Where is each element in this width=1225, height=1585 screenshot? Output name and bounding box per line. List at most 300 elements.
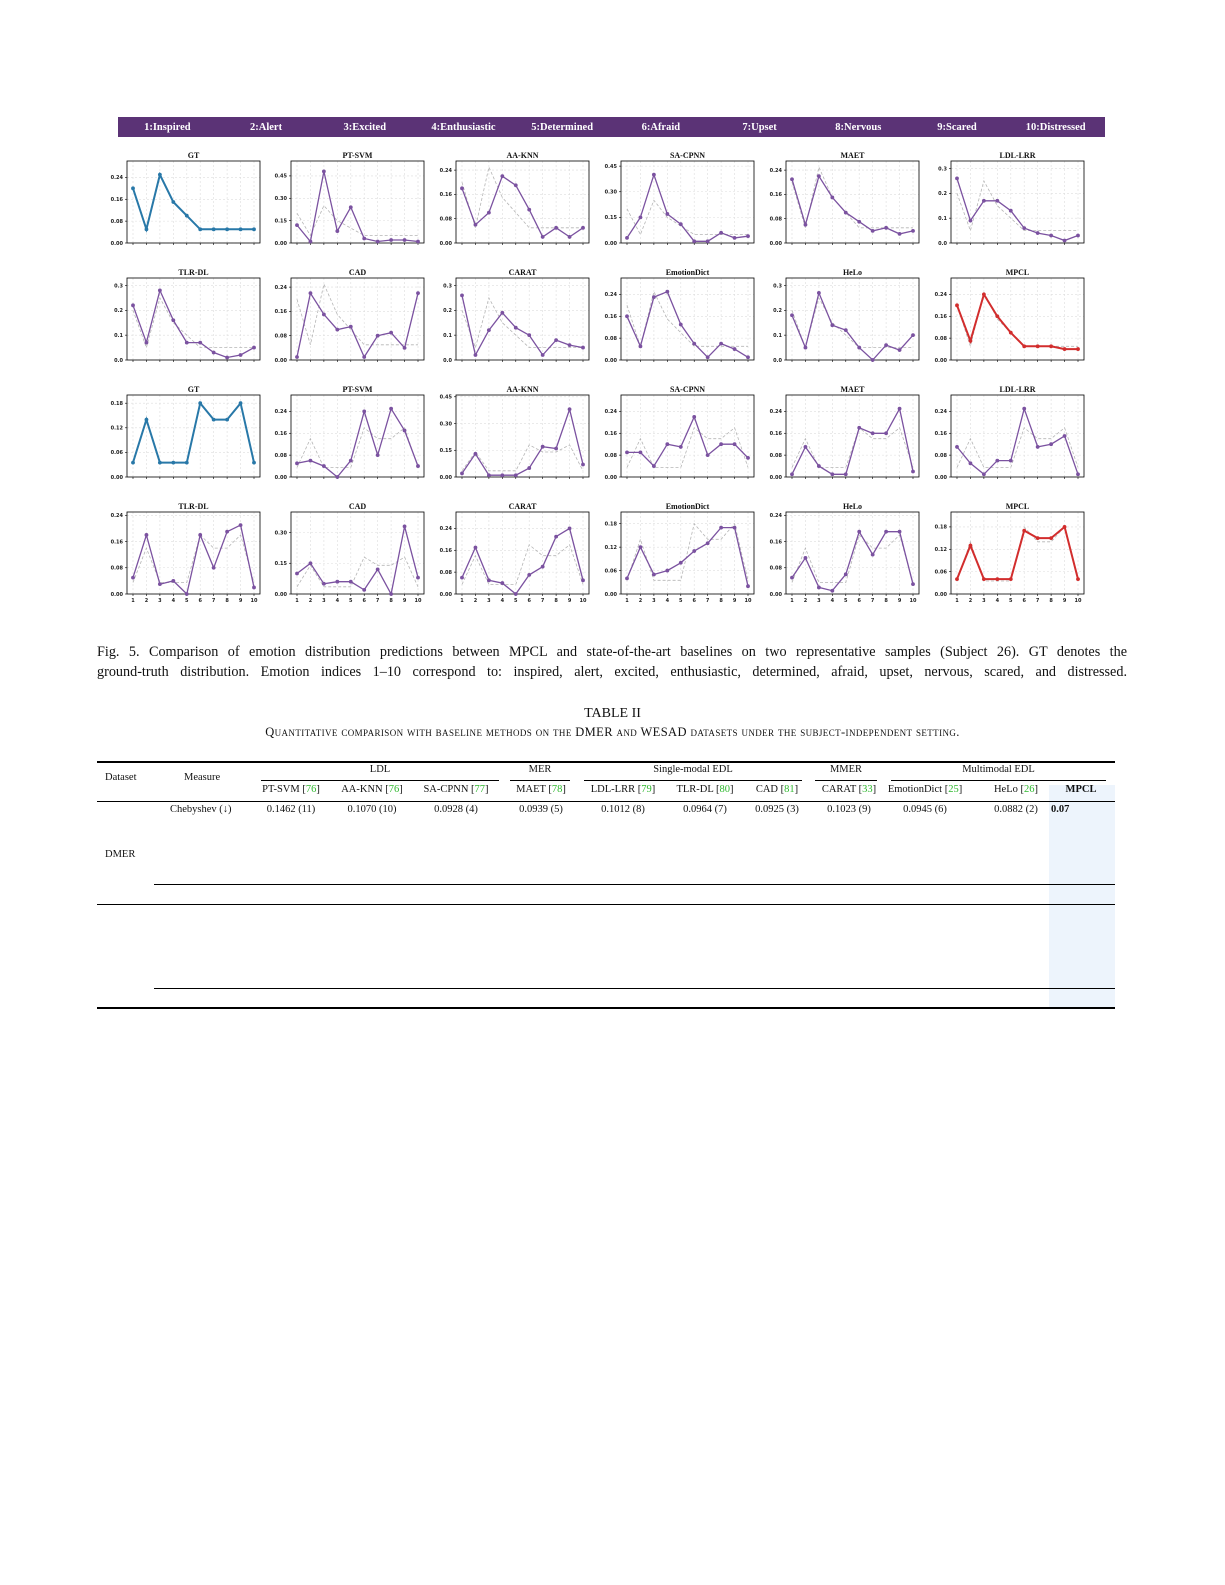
data-point <box>1036 536 1040 540</box>
data-point <box>514 183 518 187</box>
table-number: TABLE II <box>584 706 641 721</box>
data-point <box>1076 577 1080 581</box>
data-point <box>804 445 808 449</box>
data-point <box>1022 344 1026 348</box>
data-point <box>995 459 999 463</box>
chart-title: CAD <box>348 502 367 511</box>
y-tick-label: 0.00 <box>604 240 617 247</box>
data-point <box>527 208 531 212</box>
data-point <box>898 530 902 534</box>
y-tick-label: 0.08 <box>274 333 287 340</box>
y-tick-label: 0.08 <box>934 452 947 459</box>
data-point <box>198 341 202 345</box>
citation-link[interactable]: 81 <box>784 784 795 795</box>
x-tick-label: 9 <box>402 598 407 604</box>
plot-frame <box>291 161 424 243</box>
method-name: TLR-DL <box>676 784 714 795</box>
series-line <box>462 176 583 237</box>
y-tick-label: 0.24 <box>934 409 947 416</box>
y-tick-label: 0.24 <box>274 409 287 416</box>
data-point <box>403 429 407 433</box>
x-tick-label: 10 <box>414 598 422 604</box>
y-tick-label: 0.00 <box>439 474 452 481</box>
data-point <box>527 333 531 337</box>
chebyshev-value-carat: 0.1023 (9) <box>827 804 871 815</box>
citation-bracket: ] <box>562 784 566 795</box>
y-tick-label: 0.24 <box>439 167 452 174</box>
chart-title: SA-CPNN <box>669 385 706 394</box>
data-point <box>1036 231 1040 235</box>
series-line <box>462 528 583 594</box>
data-point <box>252 346 256 350</box>
data-point <box>158 461 162 465</box>
y-tick-label: 0.0 <box>938 240 947 247</box>
data-point <box>568 343 572 347</box>
data-point <box>804 556 808 560</box>
line-chart-aa-knn <box>440 151 589 247</box>
data-point <box>790 177 794 181</box>
x-tick-label: 5 <box>844 598 848 604</box>
chebyshev-value-emotiondict: 0.0945 (6) <box>903 804 947 815</box>
x-tick-label: 6 <box>527 598 531 604</box>
x-tick-label: 5 <box>1009 598 1013 604</box>
data-point <box>625 451 629 455</box>
data-point <box>830 323 834 327</box>
legend-item: 7:Upset <box>742 121 777 133</box>
ground-truth-reference-line <box>462 545 583 585</box>
data-point <box>554 226 558 230</box>
data-point <box>625 314 629 318</box>
x-tick-label: 7 <box>870 598 875 604</box>
data-point <box>898 407 902 411</box>
data-point <box>679 222 683 226</box>
group-rule-ldl <box>261 780 499 781</box>
y-tick-label: 0.12 <box>604 544 617 551</box>
data-point <box>1049 536 1053 540</box>
y-tick-label: 0.16 <box>439 548 452 555</box>
data-point <box>911 333 915 337</box>
data-point <box>389 331 393 335</box>
x-tick-label: 2 <box>803 598 808 604</box>
citation-link[interactable]: 26 <box>1024 784 1035 795</box>
method-name: PT-SVM <box>262 784 300 795</box>
data-point <box>568 527 572 531</box>
series-line <box>133 525 254 594</box>
data-point <box>487 211 491 215</box>
data-point <box>581 463 585 467</box>
y-tick-label: 0.00 <box>769 240 782 247</box>
y-tick-label: 0.3 <box>443 283 452 290</box>
y-tick-label: 0.45 <box>274 173 287 180</box>
data-point <box>198 401 202 405</box>
data-point <box>955 445 959 449</box>
ground-truth-reference-line <box>627 428 748 468</box>
data-point <box>225 356 229 360</box>
top-rule <box>97 761 1115 763</box>
chart-title: AA-KNN <box>506 151 539 160</box>
data-point <box>1036 344 1040 348</box>
data-point <box>309 459 313 463</box>
data-point <box>131 186 135 190</box>
y-tick-label: 0.0 <box>114 357 123 364</box>
y-tick-label: 0.1 <box>773 332 782 339</box>
data-point <box>857 426 861 430</box>
data-point <box>527 466 531 470</box>
series-line <box>297 171 418 241</box>
citation-link[interactable]: 25 <box>948 784 959 795</box>
data-point <box>389 238 393 242</box>
data-point <box>652 295 656 299</box>
data-point <box>746 355 750 359</box>
citation-bracket: [ <box>468 784 475 795</box>
dataset-header: Dataset <box>105 772 137 783</box>
citation-link[interactable]: 77 <box>474 784 486 795</box>
data-point <box>460 293 464 297</box>
citation-bracket: [ <box>299 784 306 795</box>
legend-item: 8:Nervous <box>835 121 882 133</box>
line-chart-pt-svm <box>275 151 424 247</box>
citation-link[interactable]: 76 <box>388 784 400 795</box>
y-tick-label: 0.00 <box>110 591 123 598</box>
citation-bracket: [ <box>778 784 785 795</box>
data-point <box>171 461 175 465</box>
y-tick-label: 0.00 <box>604 357 617 364</box>
y-tick-label: 0.16 <box>274 309 287 316</box>
data-point <box>322 582 326 586</box>
data-point <box>706 541 710 545</box>
chart-title: TLR-DL <box>178 268 209 277</box>
data-point <box>871 553 875 557</box>
data-point <box>131 461 135 465</box>
data-point <box>541 235 545 239</box>
series-line <box>133 403 254 462</box>
data-point <box>500 473 504 477</box>
y-tick-label: 0.24 <box>769 167 782 174</box>
dataset-dmer-label: DMER <box>105 849 136 860</box>
chart-title: MAET <box>840 385 865 394</box>
chebyshev-value-tlr-dl: 0.0964 (7) <box>683 804 727 815</box>
citation-link[interactable]: 80 <box>719 784 731 795</box>
x-tick-label: 2 <box>473 598 478 604</box>
measure-header: Measure <box>184 772 221 783</box>
data-point <box>844 211 848 215</box>
data-point <box>349 580 353 584</box>
x-tick-label: 6 <box>692 598 696 604</box>
data-point <box>679 561 683 565</box>
data-point <box>335 580 339 584</box>
y-tick-label: 0.24 <box>604 292 617 299</box>
y-tick-label: 0.08 <box>604 335 617 342</box>
data-point <box>362 410 366 414</box>
method-name: AA-KNN <box>341 784 383 795</box>
x-tick-label: 1 <box>295 598 299 604</box>
data-point <box>376 240 380 244</box>
y-tick-label: 0.30 <box>274 530 287 537</box>
y-tick-label: 0.16 <box>604 314 617 321</box>
x-tick-label: 10 <box>744 598 752 604</box>
data-point <box>239 353 243 357</box>
data-point <box>955 303 959 307</box>
x-tick-label: 7 <box>540 598 545 604</box>
citation-bracket: ] <box>794 784 799 795</box>
line-chart-sa-cpnn <box>605 385 754 481</box>
y-tick-label: 0.00 <box>110 240 123 247</box>
y-tick-label: 0.16 <box>769 431 782 438</box>
x-tick-label: 8 <box>1049 598 1053 604</box>
ground-truth-reference-line <box>957 181 1078 231</box>
chart-title: CAD <box>348 268 367 277</box>
legend-item: 9:Scared <box>937 121 977 133</box>
chart-title: AA-KNN <box>506 385 539 394</box>
data-point <box>995 199 999 203</box>
data-point <box>376 568 380 572</box>
chart-title: EmotionDict <box>665 502 710 511</box>
data-point <box>692 239 696 243</box>
data-point <box>1049 344 1053 348</box>
data-point <box>295 461 299 465</box>
line-chart-carat <box>440 502 589 604</box>
y-tick-label: 0.08 <box>769 452 782 459</box>
method-name: CARAT <box>821 784 857 795</box>
citation-bracket: [ <box>545 784 552 795</box>
method-name: MPCL <box>1065 784 1097 795</box>
chart-title: PT-SVM <box>342 151 373 160</box>
line-chart-pt-svm <box>275 385 424 481</box>
data-point <box>884 226 888 230</box>
data-point <box>692 549 696 553</box>
data-point <box>857 346 861 350</box>
y-tick-label: 0.24 <box>110 175 123 182</box>
group-mmer: MMER <box>829 764 863 775</box>
series-line <box>297 409 418 477</box>
caption-line-1: Fig. 5. Comparison of emotion distribution predictions between MPCL and state-of-the-art baselines on two representative samples (Subject 26). GT denotes the <box>97 644 1127 660</box>
x-tick-label: 5 <box>349 598 353 604</box>
x-tick-label: 3 <box>652 598 656 604</box>
ground-truth-reference-line <box>792 535 913 583</box>
citation-bracket: [ <box>713 784 720 795</box>
group-single-modal-edl: Single-modal EDL <box>653 764 733 775</box>
y-tick-label: 0.1 <box>114 332 123 339</box>
x-tick-label: 8 <box>719 598 723 604</box>
x-tick-label: 9 <box>238 598 243 604</box>
y-tick-label: 0.08 <box>439 569 452 576</box>
data-point <box>225 530 229 534</box>
line-chart-mpcl <box>935 268 1084 364</box>
group-mer: MER <box>528 764 552 775</box>
citation-link[interactable]: 76 <box>305 784 317 795</box>
citation-link[interactable]: 78 <box>551 784 563 795</box>
citation-bracket: [ <box>856 784 863 795</box>
data-point <box>1036 445 1040 449</box>
chart-title: GT <box>187 151 200 160</box>
y-tick-label: 0.16 <box>934 314 947 321</box>
data-point <box>416 464 420 468</box>
line-chart-emotiondict <box>605 268 754 364</box>
citation-link[interactable]: 79 <box>641 784 652 795</box>
data-point <box>349 205 353 209</box>
data-point <box>416 240 420 244</box>
data-point <box>844 472 848 476</box>
section-rule <box>97 904 1115 905</box>
data-point <box>1063 239 1067 243</box>
data-point <box>911 470 915 474</box>
citation-bracket: ] <box>730 784 734 795</box>
data-point <box>514 326 518 330</box>
data-point <box>474 452 478 456</box>
method-header-mpcl <box>1021 784 1141 795</box>
data-point <box>625 576 629 580</box>
wesad-mid-rule <box>154 988 1115 989</box>
data-point <box>252 227 256 231</box>
y-tick-label: 0.30 <box>604 189 617 196</box>
data-point <box>911 229 915 233</box>
data-point <box>639 344 643 348</box>
x-tick-label: 1 <box>625 598 629 604</box>
line-chart-aa-knn <box>440 385 589 481</box>
data-point <box>185 592 189 596</box>
y-tick-label: 0.16 <box>769 539 782 546</box>
data-point <box>185 341 189 345</box>
y-tick-label: 0.1 <box>938 215 947 222</box>
y-tick-label: 0.3 <box>114 283 123 290</box>
x-tick-label: 4 <box>830 598 835 604</box>
chart-title: EmotionDict <box>665 268 710 277</box>
x-tick-label: 10 <box>579 598 587 604</box>
x-tick-label: 5 <box>679 598 683 604</box>
chart-title: LDL-LRR <box>999 385 1036 394</box>
data-point <box>239 227 243 231</box>
citation-bracket: [ <box>382 784 389 795</box>
y-tick-label: 0.00 <box>934 591 947 598</box>
y-tick-label: 0.24 <box>274 284 287 291</box>
data-point <box>830 589 834 593</box>
data-point <box>403 238 407 242</box>
data-point <box>746 456 750 460</box>
ground-truth-reference-line <box>297 557 418 587</box>
data-point <box>295 355 299 359</box>
data-point <box>1009 577 1013 581</box>
data-point <box>857 530 861 534</box>
data-point <box>474 546 478 550</box>
citation-bracket: ] <box>651 784 656 795</box>
chebyshev-value-ldl-lrr: 0.1012 (8) <box>601 804 645 815</box>
y-tick-label: 0.16 <box>274 431 287 438</box>
data-point <box>625 236 629 240</box>
data-point <box>322 313 326 317</box>
data-point <box>252 586 256 590</box>
series-line <box>462 295 583 355</box>
data-point <box>389 592 393 596</box>
data-point <box>804 346 808 350</box>
line-chart-helo <box>770 502 919 604</box>
x-tick-label: 3 <box>817 598 821 604</box>
y-tick-label: 0.18 <box>110 401 123 407</box>
y-tick-label: 0.24 <box>439 526 452 533</box>
data-point <box>911 582 915 586</box>
data-point <box>652 464 656 468</box>
data-point <box>460 576 464 580</box>
x-tick-label: 1 <box>460 598 464 604</box>
line-chart-sa-cpnn <box>605 151 754 247</box>
data-point <box>581 578 585 582</box>
chart-title: MAET <box>840 151 865 160</box>
y-tick-label: 0.24 <box>934 292 947 299</box>
data-point <box>500 311 504 315</box>
chart-title: HeLo <box>842 268 863 277</box>
data-point <box>817 464 821 468</box>
x-tick-label: 4 <box>500 598 505 604</box>
data-point <box>322 170 326 174</box>
series-line <box>297 526 418 594</box>
data-point <box>389 407 393 411</box>
y-tick-label: 0.08 <box>274 452 287 459</box>
chart-title: HeLo <box>842 502 863 511</box>
y-tick-label: 0.2 <box>773 308 782 315</box>
citation-bracket: ] <box>1034 784 1039 795</box>
y-tick-label: 0.15 <box>274 218 287 225</box>
y-tick-label: 0.24 <box>769 409 782 416</box>
data-point <box>295 223 299 227</box>
data-point <box>541 565 545 569</box>
data-point <box>198 227 202 231</box>
line-chart-tlr-dl <box>111 502 260 604</box>
y-tick-label: 0.16 <box>934 431 947 438</box>
legend-item: 3:Excited <box>343 121 387 133</box>
y-tick-label: 0.2 <box>938 191 947 198</box>
chart-title: PT-SVM <box>342 385 373 394</box>
x-tick-label: 8 <box>225 598 229 604</box>
data-point <box>733 347 737 351</box>
ground-truth-reference-line <box>133 535 254 583</box>
group-rule-mer <box>510 780 570 781</box>
y-tick-label: 0.12 <box>110 425 123 432</box>
citation-bracket: ] <box>399 784 403 795</box>
line-chart-tlr-dl <box>114 268 260 364</box>
legend-item: 2:Alert <box>250 121 283 133</box>
data-point <box>692 342 696 346</box>
measure-chebyshev-label: Chebyshev (↓) <box>170 804 232 815</box>
x-tick-label: 4 <box>335 598 340 604</box>
y-tick-label: 0.00 <box>604 474 617 481</box>
data-point <box>706 453 710 457</box>
data-point <box>719 442 723 446</box>
line-chart-ldl-lrr <box>935 385 1084 481</box>
y-tick-label: 0.3 <box>938 166 947 173</box>
data-point <box>746 234 750 238</box>
x-tick-label: 9 <box>1062 598 1067 604</box>
data-point <box>460 472 464 476</box>
data-point <box>955 577 959 581</box>
x-tick-label: 3 <box>982 598 986 604</box>
data-point <box>639 545 643 549</box>
citation-bracket: ] <box>872 784 877 795</box>
data-point <box>514 592 518 596</box>
y-tick-label: 0.18 <box>604 521 617 528</box>
citation-bracket: [ <box>635 784 642 795</box>
data-point <box>171 579 175 583</box>
data-point <box>171 318 175 322</box>
data-point <box>335 229 339 233</box>
chart-title: CARAT <box>508 268 537 277</box>
y-tick-label: 0.16 <box>439 192 452 199</box>
method-name: MAET <box>516 784 546 795</box>
ground-truth-reference-line <box>792 428 913 468</box>
citation-link[interactable]: 33 <box>862 784 873 795</box>
data-point <box>474 353 478 357</box>
line-chart-mpcl <box>935 502 1084 604</box>
data-point <box>403 524 407 528</box>
legend-item: 10:Distressed <box>1025 121 1086 133</box>
